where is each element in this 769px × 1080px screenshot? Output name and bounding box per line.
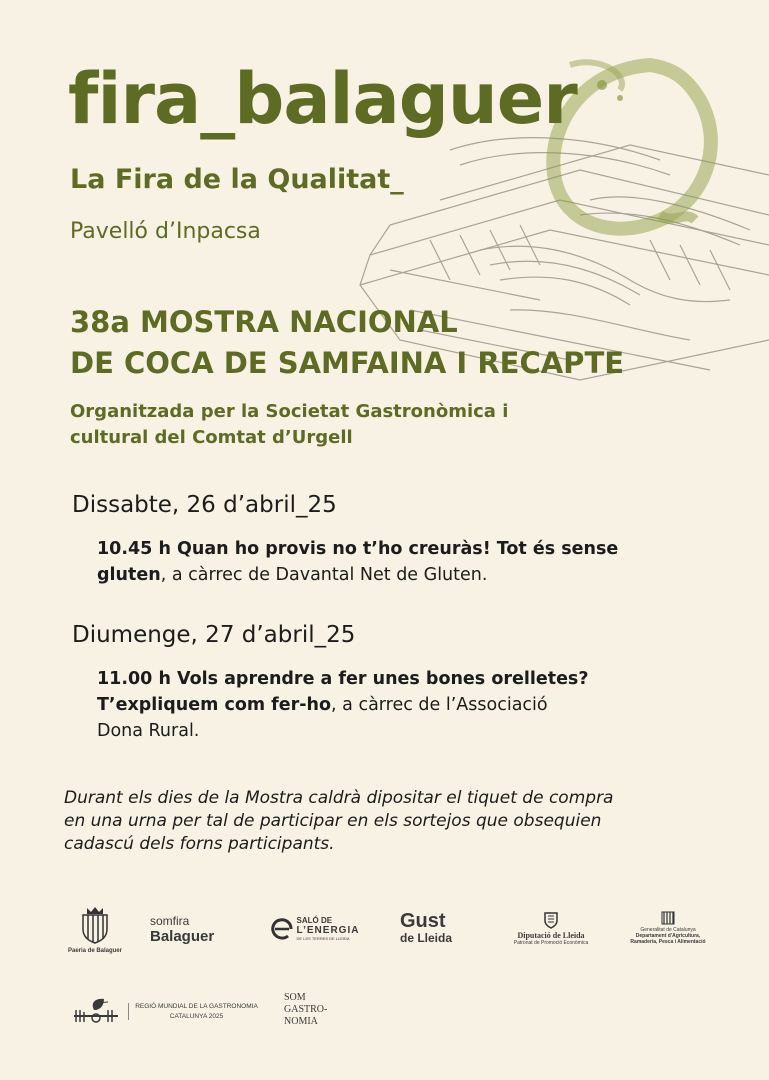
cutlery-leaf-icon xyxy=(70,996,122,1026)
terres-lleida-text: DE LES TERRES DE LLEIDA xyxy=(296,936,350,941)
som-text: SOM xyxy=(284,992,306,1003)
generalitat-text: Generalitat de Catalunya xyxy=(640,927,696,933)
event-headline xyxy=(70,302,624,384)
headline-line-1: 38a MOSTRA NACIONAL xyxy=(70,305,458,339)
de-lleida-text: de Lleida xyxy=(400,931,453,945)
nomia-text: NOMIA xyxy=(284,1016,318,1027)
senyera-icon xyxy=(661,911,675,925)
event-sunday-host: , a càrrec de l’Associació xyxy=(331,695,548,715)
salo-energia-logo xyxy=(262,910,366,948)
paeria-balaguer-logo xyxy=(62,898,128,960)
note-line-3: cadascú dels forns participants. xyxy=(64,834,335,854)
catalunya-2025-text: CATALUNYA 2025 xyxy=(169,1012,224,1020)
poster-subtitle: La Fira de la Qualitat_ xyxy=(70,164,404,195)
note-line-1: Durant els dies de la Mostra caldrà dipositar el tiquet de compra xyxy=(64,788,614,808)
gust-lleida-logo xyxy=(400,908,466,948)
poster-title: fira_balaguer xyxy=(68,58,577,140)
som-gastronomia-logo xyxy=(284,988,354,1032)
raffle-note xyxy=(64,787,724,856)
gastro-text: GASTRO- xyxy=(284,1004,328,1015)
note-line-2: en una urna per tal de participar en els sortejos que obsequien xyxy=(64,811,602,831)
event-saturday-title-1: 10.45 h Quan ho provis no t’ho creuràs! Tot és sense xyxy=(97,539,619,559)
shield-icon xyxy=(543,911,559,929)
patronat-text: Patronat de Promoció Econòmica xyxy=(513,939,589,946)
headline-line-2: DE COCA DE SAMFAINA I RECAPTE xyxy=(70,346,625,380)
venue: Pavelló d’Inpacsa xyxy=(70,219,261,244)
departament-text-1: Departament d’Agricultura, xyxy=(635,933,701,939)
regio-text: REGIÓ MUNDIAL DE LA GASTRONOMIA xyxy=(135,1002,258,1010)
day-heading-saturday: Dissabte, 26 d’abril_25 xyxy=(72,492,337,518)
diputacio-text: Diputació de Lleida xyxy=(517,930,585,940)
event-saturday-title-2: gluten xyxy=(97,565,161,585)
paeria-text: Paeria de Balaguer xyxy=(67,947,123,954)
event-sunday-host-end: Dona Rural. xyxy=(97,721,200,741)
gust-text: Gust xyxy=(400,910,446,932)
energy-swirl-icon xyxy=(269,916,295,942)
departament-text-2: Ramaderia, Pesca i Alimentació xyxy=(630,939,706,945)
organizer-line-1: Organitzada per la Societat Gastronòmica i xyxy=(70,401,509,422)
energia-text: L’ENERGIA xyxy=(296,925,360,936)
organizer-line-2: cultural del Comtat d’Urgell xyxy=(70,427,353,448)
regio-gastronomia-logo xyxy=(68,994,260,1028)
somfira-balaguer-text: Balaguer xyxy=(150,928,215,945)
event-sunday-title-2: T’expliquem com fer-ho xyxy=(97,695,332,715)
event-sunday-title-1: 11.00 h Vols aprendre a fer unes bones orelletes? xyxy=(97,669,589,689)
generalitat-logo xyxy=(620,906,716,950)
organizer xyxy=(70,399,508,451)
day-heading-sunday: Diumenge, 27 d’abril_25 xyxy=(72,622,356,648)
coat-of-arms-icon xyxy=(79,905,111,945)
event-saturday-host: , a càrrec de Davantal Net de Gluten. xyxy=(160,565,488,585)
somfira-text: somfira xyxy=(150,914,190,928)
somfira-balaguer-logo xyxy=(150,910,230,950)
event-saturday xyxy=(97,536,697,588)
diputacio-lleida-logo xyxy=(508,906,594,950)
salo-text: SALÓ DE xyxy=(296,916,333,925)
event-sunday xyxy=(97,666,697,744)
